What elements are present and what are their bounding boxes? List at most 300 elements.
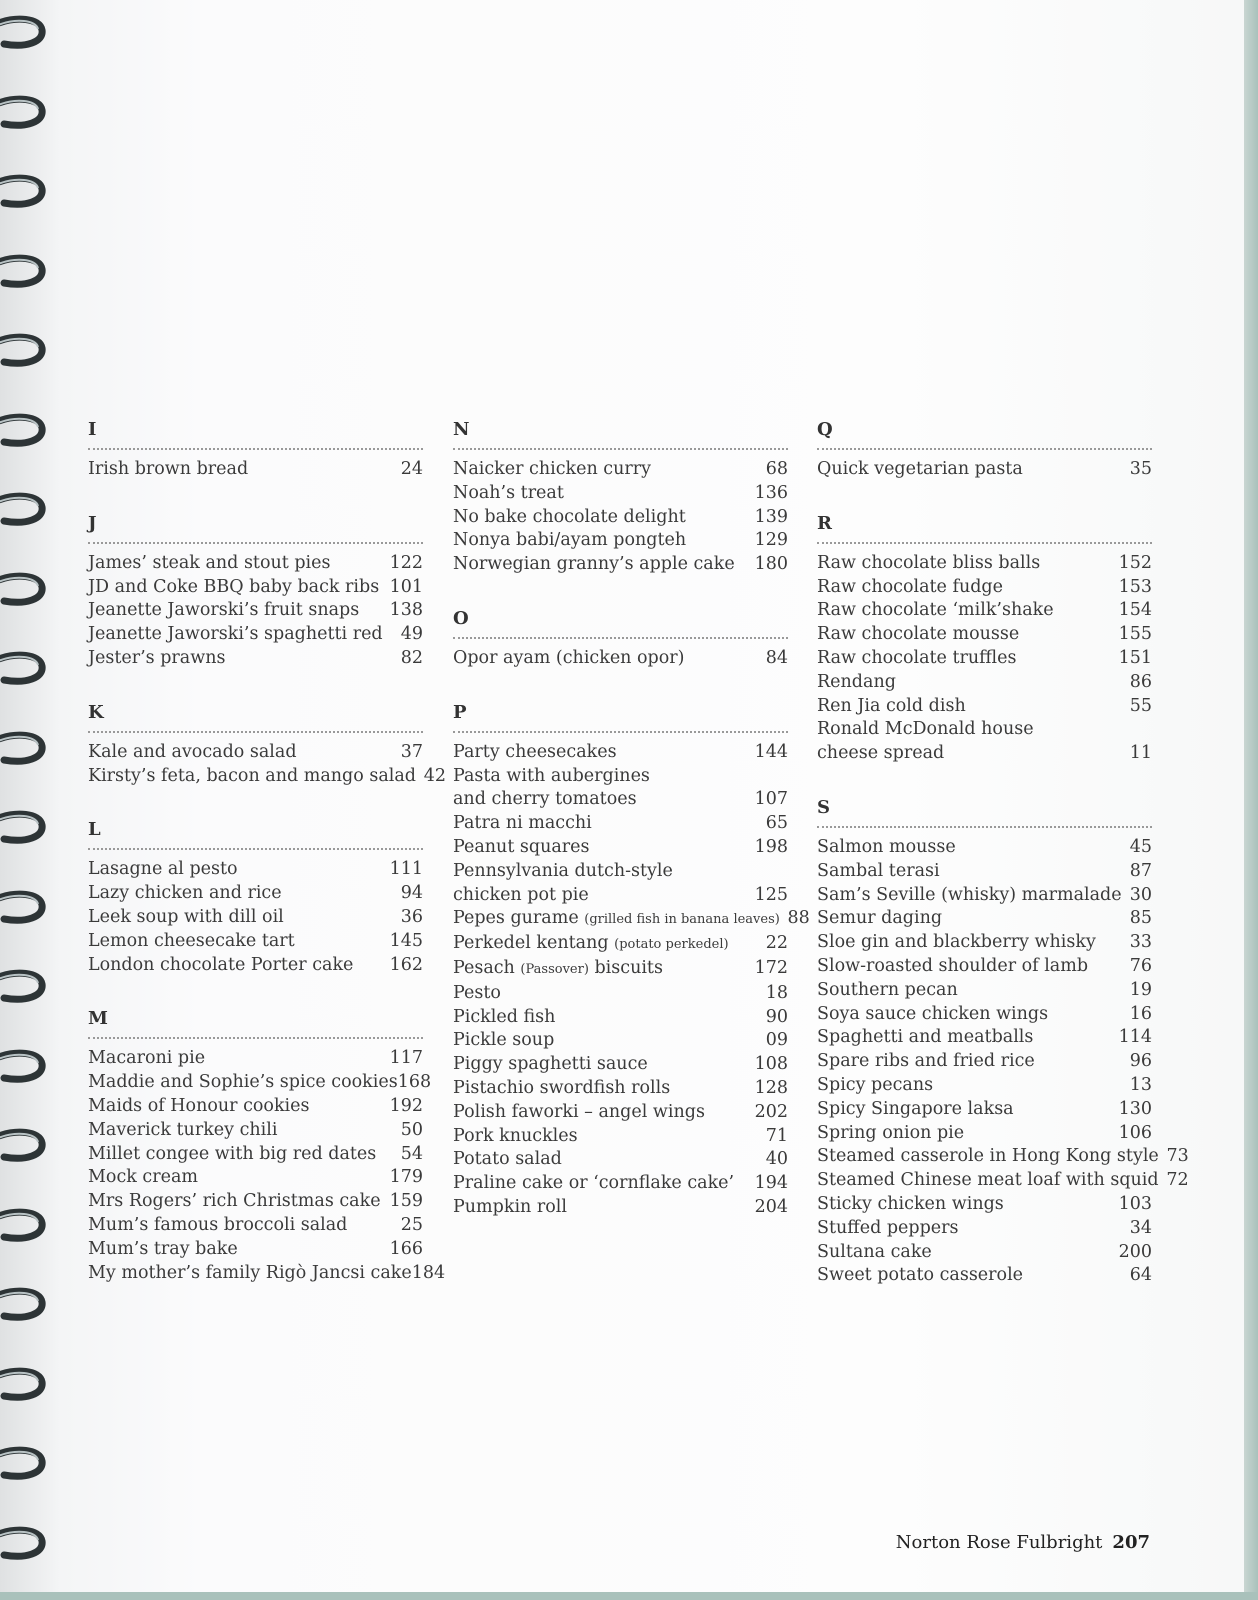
spiral-coil (0, 1284, 50, 1324)
entry-page-number: 54 (400, 1143, 423, 1164)
index-section-m (88, 1007, 446, 1285)
entry-title (453, 506, 686, 530)
index-entry (453, 788, 788, 812)
entry-page-number: 55 (1129, 695, 1152, 716)
index-entry (453, 1196, 788, 1220)
entry-page-number: 16 (1129, 1003, 1152, 1024)
entry-title (453, 1029, 554, 1053)
index-entry (453, 741, 788, 765)
entry-page-number: 84 (765, 647, 788, 668)
index-entry (817, 718, 1152, 742)
entry-page-number: 125 (754, 884, 788, 905)
index-entry (88, 1095, 423, 1119)
entry-title-text: Raw chocolate truffles (817, 647, 1017, 668)
entry-page-number: 154 (1118, 600, 1152, 621)
entry-title (817, 907, 942, 931)
entry-page-number: 34 (1129, 1217, 1152, 1238)
index-entry (817, 576, 1152, 600)
entry-page-number: 152 (1118, 552, 1152, 573)
index-entry (88, 1071, 432, 1095)
entry-page-number: 36 (400, 906, 423, 927)
entry-title-text: Maddie and Sophie’s spice cookies (88, 1072, 398, 1093)
entry-page-number: 22 (765, 933, 788, 954)
entry-title-text: Macaroni pie (88, 1048, 206, 1069)
index-entry (453, 860, 788, 884)
entry-title (817, 458, 1023, 482)
entry-title-text: Pistachio swordfish rolls (453, 1077, 671, 1098)
index-entry (817, 1074, 1152, 1098)
index-entry (817, 1050, 1152, 1074)
spiral-coil (0, 966, 50, 1006)
entry-title (88, 647, 225, 671)
entry-title-text: Salmon mousse (817, 836, 956, 857)
entry-title-text: Southern pecan (817, 979, 958, 1000)
entry-note: (grilled fish in banana leaves) (584, 912, 780, 928)
entry-page-number: 35 (1129, 459, 1152, 479)
entry-title-text: Mock cream (88, 1167, 198, 1188)
spiral-coil (0, 1443, 50, 1483)
index-entry (453, 884, 788, 908)
entry-title-text: My mother’s family Rigò Jancsi cake (88, 1262, 412, 1283)
entry-page-number: 94 (400, 883, 423, 904)
entry-title (88, 1190, 381, 1214)
entry-title (88, 458, 248, 482)
index-section-q (817, 418, 1152, 482)
index-entry (88, 1119, 423, 1143)
entry-note: (Passover) (520, 961, 589, 977)
index-entry (817, 1003, 1152, 1027)
entry-title-text: Spare ribs and fried rice (817, 1051, 1035, 1072)
entry-page-number: 19 (1129, 979, 1152, 1000)
entry-title (88, 599, 359, 623)
index-entry (453, 1006, 788, 1030)
index-entry (453, 1077, 788, 1101)
index-entry (88, 1214, 423, 1238)
entry-page-number: 40 (765, 1149, 788, 1170)
entry-title (817, 1074, 933, 1098)
index-entry (453, 1101, 788, 1125)
entry-title (817, 979, 958, 1003)
entry-page-number: 25 (400, 1214, 423, 1235)
index-entry (817, 979, 1152, 1003)
index-entry (817, 647, 1152, 671)
entry-title-text: JD and Coke BBQ baby back ribs (88, 576, 380, 597)
index-entry (817, 931, 1152, 955)
spiral-coil (0, 648, 50, 688)
entry-title (453, 529, 686, 553)
entry-page-number: 179 (389, 1167, 423, 1188)
entry-title (817, 931, 1096, 955)
entry-title (453, 482, 564, 506)
index-section-j (88, 512, 423, 671)
entry-title-text: Norwegian granny’s apple cake (453, 554, 735, 575)
entry-page-number: 129 (754, 530, 788, 551)
entry-title (817, 599, 1054, 623)
entry-page-number: 73 (1166, 1146, 1189, 1167)
entry-title (453, 1125, 578, 1149)
entry-page-number: 130 (1118, 1098, 1152, 1119)
entry-title-text: Mrs Rogers’ rich Christmas cake (88, 1191, 381, 1212)
entry-page-number: 86 (1129, 671, 1152, 692)
entry-title (817, 836, 956, 860)
entry-title-text: Kirsty’s feta, bacon and mango salad (88, 765, 416, 786)
section-letter: M (88, 1007, 423, 1039)
index-entry (88, 858, 423, 882)
entry-title-text: Potato salad (453, 1149, 562, 1170)
entry-page-number: 88 (787, 908, 810, 929)
entry-title (817, 1241, 932, 1265)
index-entry (817, 907, 1152, 931)
entry-title-text: Maids of Honour cookies (88, 1095, 310, 1116)
entry-title-text: Slow-roasted shoulder of lamb (817, 955, 1089, 976)
section-letter: K (88, 701, 423, 733)
entry-page-number: 96 (1129, 1051, 1152, 1072)
entry-page-number: 65 (765, 813, 788, 834)
entry-title (453, 1101, 705, 1125)
index-entry (817, 695, 1152, 719)
index-entry (817, 1026, 1152, 1050)
spiral-coil (0, 1364, 50, 1404)
entry-note: (potato perkedel) (614, 937, 729, 953)
index-entry (453, 907, 810, 932)
page-footer (896, 1532, 1150, 1553)
entry-title-text: Raw chocolate ‘milk’shake (817, 600, 1054, 621)
entry-title-text: Jeanette Jaworski’s fruit snaps (88, 600, 360, 621)
entry-title-text: Polish faworki – angel wings (453, 1101, 705, 1122)
entry-page-number: 103 (1118, 1193, 1152, 1214)
entry-page-number: 107 (754, 789, 788, 810)
entry-page-number: 33 (1129, 932, 1152, 953)
entry-page-number: 24 (400, 459, 423, 479)
entry-title-text: Spaghetti and meatballs (817, 1027, 1034, 1048)
entry-title-text: Peanut squares (453, 836, 590, 857)
entry-title (453, 741, 617, 765)
entry-title-text: Jeanette Jaworski’s spaghetti red (88, 624, 383, 645)
spiral-coil (0, 12, 50, 52)
entry-page-number: 111 (389, 859, 423, 880)
index-entry (817, 458, 1152, 482)
entry-title (88, 1119, 277, 1143)
index-section-o (453, 607, 788, 671)
spiral-coil (0, 569, 50, 609)
entry-title-text: Jester’s prawns (88, 647, 226, 668)
index-section-l (88, 818, 423, 977)
entry-title-text: Piggy spaghetti sauce (453, 1054, 648, 1075)
section-letter: N (453, 418, 788, 450)
entry-title-text: Party cheesecakes (453, 741, 617, 762)
entry-title-text: Sweet potato casserole (817, 1265, 1024, 1286)
entry-title-text: Spring onion pie (817, 1122, 965, 1143)
entry-page-number: 45 (1129, 836, 1152, 857)
entry-title (817, 955, 1088, 979)
entry-title-text: chicken pot pie (453, 884, 589, 905)
index-entry (88, 882, 423, 906)
entry-title (88, 576, 379, 600)
entry-page-number: 151 (1118, 647, 1152, 668)
spiral-coil (0, 330, 50, 370)
entry-page-number: 72 (1166, 1170, 1189, 1191)
index-entry (453, 1125, 788, 1149)
entry-page-number: 117 (389, 1048, 423, 1069)
entry-title-text: Raw chocolate fudge (817, 576, 1003, 597)
index-entry (453, 1029, 788, 1053)
index-column-1 (88, 418, 446, 1315)
entry-page-number: 198 (754, 836, 788, 857)
index-entry (453, 482, 788, 506)
entry-page-number: 101 (389, 576, 423, 597)
entry-title-text: Steamed casserole in Hong Kong style (817, 1146, 1159, 1167)
entry-page-number: 202 (754, 1101, 788, 1122)
spiral-coil (0, 489, 50, 529)
index-entry (453, 957, 788, 982)
entry-page-number: 87 (1129, 860, 1152, 881)
index-entry (817, 552, 1152, 576)
spiral-coil (0, 1205, 50, 1245)
entry-title (453, 765, 650, 789)
entry-title-text: Lemon cheesecake tart (88, 930, 295, 951)
entry-title-text: Leek soup with dill oil (88, 906, 284, 927)
entry-title (817, 647, 1017, 671)
footer-brand: Norton Rose Fulbright (895, 1532, 1103, 1553)
index-section-k (88, 701, 446, 789)
page-number: 207 (1112, 1532, 1150, 1553)
entry-page-number: 09 (765, 1030, 788, 1051)
index-entry (88, 647, 423, 671)
entry-title-text: Pickle soup (453, 1030, 555, 1051)
entry-page-number: 71 (765, 1125, 788, 1146)
entry-title (817, 1193, 1004, 1217)
entry-page-number: 90 (765, 1006, 788, 1027)
entry-title-text: Stuffed peppers (817, 1217, 959, 1238)
index-entry (453, 1172, 788, 1196)
entry-page-number: 76 (1129, 955, 1152, 976)
index-section-i (88, 418, 423, 482)
entry-page-number: 162 (389, 954, 423, 975)
entry-title (453, 932, 729, 957)
entry-title (88, 623, 383, 647)
entry-title-text: Spicy pecans (817, 1074, 934, 1095)
entry-title-text: cheese spread (817, 743, 945, 764)
index-entry (817, 1217, 1152, 1241)
entry-title-text: Nonya babi/ayam pongteh (453, 530, 687, 551)
index-entry (88, 1190, 423, 1214)
entry-title (88, 1143, 376, 1167)
index-entry (88, 1047, 423, 1071)
index-entry (88, 930, 423, 954)
entry-page-number: 172 (754, 957, 788, 978)
entry-page-number: 145 (389, 930, 423, 951)
section-letter: Q (817, 418, 1152, 450)
entry-title (817, 860, 940, 884)
entry-title-text: Pennsylvania dutch-style (453, 860, 673, 881)
index-entry (88, 1166, 423, 1190)
entry-title-text: Ronald McDonald house (817, 719, 1034, 740)
entry-title (817, 1122, 964, 1146)
index-entry (817, 1241, 1152, 1265)
entry-page-number: 180 (754, 554, 788, 575)
entry-title (453, 860, 673, 884)
entry-title-text: Perkedel kentang (453, 933, 609, 954)
index-entry (453, 458, 788, 482)
entry-page-number: 50 (400, 1119, 423, 1140)
entry-title-text: Sambal terasi (817, 860, 940, 881)
entry-title (817, 695, 966, 719)
entry-title (817, 671, 896, 695)
entry-title (453, 1006, 555, 1030)
entry-page-number: 30 (1129, 884, 1152, 905)
spiral-coil (0, 410, 50, 450)
spiral-coil (0, 171, 50, 211)
index-entry (453, 932, 788, 957)
entry-title-text: Pumpkin roll (453, 1196, 567, 1217)
entry-title (88, 741, 297, 765)
entry-title-text: Ren Jia cold dish (817, 695, 966, 716)
entry-title-text: Irish brown bread (88, 459, 249, 479)
index-entry (88, 1143, 423, 1167)
entry-title-text: Raw chocolate mousse (817, 624, 1020, 645)
entry-page-number: 136 (754, 482, 788, 503)
index-section-r (817, 512, 1152, 766)
entry-title (453, 1077, 670, 1101)
section-letter: P (453, 701, 788, 733)
entry-title-text: Opor ayam (chicken opor) (453, 647, 685, 668)
index-entry (88, 576, 423, 600)
index-entry (453, 553, 788, 577)
entry-title (88, 858, 238, 882)
entry-title (453, 907, 780, 932)
entry-title (453, 647, 684, 671)
spiral-coil (0, 728, 50, 768)
entry-title-text: James’ steak and stout pies (88, 552, 331, 573)
index-entry (817, 1193, 1152, 1217)
index-entry (453, 812, 788, 836)
index-entry (817, 1122, 1152, 1146)
entry-page-number: 204 (754, 1196, 788, 1217)
entry-title (453, 982, 501, 1006)
entry-page-number: 108 (754, 1054, 788, 1075)
index-entry (88, 458, 423, 482)
entry-page-number: 114 (1118, 1027, 1152, 1048)
index-column-2 (453, 418, 810, 1250)
entry-title-text: Kale and avocado salad (88, 741, 297, 762)
page-edge (1244, 0, 1258, 1600)
entry-page-number: 42 (423, 765, 446, 786)
entry-page-number: 68 (765, 459, 788, 479)
index-entry (817, 742, 1152, 766)
entry-page-number: 106 (1118, 1122, 1152, 1143)
index-entry (817, 955, 1152, 979)
entry-title-text: Naicker chicken curry (453, 459, 651, 479)
entry-title-text: Pepes gurame (453, 908, 579, 929)
entry-title (817, 1003, 1048, 1027)
entry-page-number: 82 (400, 647, 423, 668)
entry-title-text: Sam’s Seville (whisky) marmalade (817, 884, 1122, 905)
entry-page-number: 155 (1118, 624, 1152, 645)
index-section-n (453, 418, 788, 577)
entry-title-text: Lazy chicken and rice (88, 883, 282, 904)
entry-title-text: Lasagne al pesto (88, 859, 238, 880)
entry-page-number: 144 (754, 741, 788, 762)
index-entry (817, 1098, 1152, 1122)
index-entry (817, 599, 1152, 623)
entry-title-text: Noah’s treat (453, 482, 564, 503)
spiral-coil (0, 1125, 50, 1165)
entry-page-number: 37 (400, 741, 423, 762)
entry-page-number: 49 (400, 624, 423, 645)
entry-title (817, 576, 1003, 600)
entry-title (88, 552, 331, 576)
spiral-coil (0, 887, 50, 927)
spiral-coil (0, 1046, 50, 1086)
spiral-coil (0, 807, 50, 847)
entry-title (817, 1217, 959, 1241)
entry-title-text: Patra ni macchi (453, 813, 592, 834)
entry-title (817, 742, 944, 766)
spiral-coil (0, 251, 50, 291)
entry-title (88, 882, 282, 906)
section-letter: I (88, 418, 423, 450)
index-entry (817, 1264, 1152, 1288)
entry-page-number: 194 (754, 1173, 788, 1194)
entry-title (817, 1264, 1023, 1288)
index-entry (817, 884, 1152, 908)
entry-title (453, 1053, 648, 1077)
entry-title-text: Sultana cake (817, 1241, 932, 1262)
entry-title-text: Pasta with aubergines (453, 765, 650, 786)
index-entry (453, 982, 788, 1006)
entry-title (88, 1238, 238, 1262)
index-section-s (817, 796, 1189, 1288)
entry-title-text: Mum’s famous broccoli salad (88, 1214, 348, 1235)
entry-page-number: 13 (1129, 1074, 1152, 1095)
entry-title (453, 553, 735, 577)
entry-title-text: Semur daging (817, 908, 943, 929)
entry-title (88, 1071, 398, 1095)
entry-page-number: 166 (389, 1238, 423, 1259)
entry-page-number: 64 (1129, 1265, 1152, 1286)
entry-title (453, 812, 592, 836)
entry-title (88, 1214, 347, 1238)
entry-page-number: 122 (389, 552, 423, 573)
entry-title (88, 1166, 198, 1190)
page-bottom-edge (0, 1592, 1258, 1600)
entry-page-number: 200 (1118, 1241, 1152, 1262)
index-section-p (453, 701, 810, 1220)
index-entry (88, 765, 446, 789)
index-entry (453, 765, 788, 789)
section-letter: L (88, 818, 423, 850)
index-entry (88, 552, 423, 576)
entry-title (817, 884, 1122, 908)
entry-title (817, 718, 1034, 742)
entry-title-text: Sticky chicken wings (817, 1193, 1004, 1214)
entry-title (88, 765, 416, 789)
section-letter: S (817, 796, 1152, 828)
index-entry (88, 741, 423, 765)
entry-title-text: Maverick turkey chili (88, 1119, 278, 1140)
entry-title (817, 1050, 1035, 1074)
entry-title (817, 552, 1040, 576)
entry-page-number: 138 (389, 600, 423, 621)
entry-title (453, 884, 589, 908)
entry-title-text: Rendang (817, 671, 896, 692)
index-entry (817, 860, 1152, 884)
entry-title (453, 1172, 734, 1196)
index-entry (817, 836, 1152, 860)
index-entry (817, 623, 1152, 647)
index-entry (88, 954, 423, 978)
entry-title-suffix: biscuits (594, 957, 663, 978)
